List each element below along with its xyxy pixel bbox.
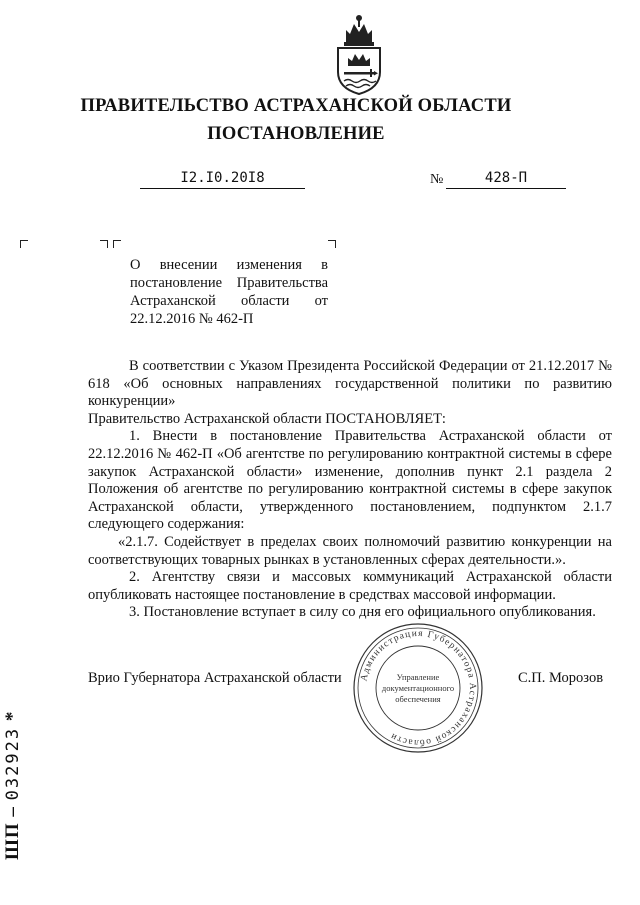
signer-title: Врио Губернатора Астраханской области <box>88 670 342 686</box>
clause-1-quote: «2.1.7. Содействует в пределах своих полномочий развитию конкуренции на соответствующих товарных рынках в установленных сферах деятельности.». <box>88 533 612 568</box>
stamp-line-3: обеспечения <box>395 694 441 704</box>
corner-mark <box>113 240 121 248</box>
document-subject: О внесении изменения в постановление Правительства Астраханской области от 22.12.2016 № 462-П <box>130 257 328 327</box>
document-body <box>88 358 612 622</box>
preamble-paragraph: В соответствии с Указом Президента Российской Федерации от 21.12.2017 № 618 «Об основных направлениях государственной политики по развитию конкуренции» <box>88 358 612 410</box>
clause-2: 2. Агентству связи и массовых коммуникаций Астраханской области опубликовать настоящее постановление в средствах массовой информации. <box>88 569 612 603</box>
corner-mark <box>100 240 108 248</box>
stamp-line-2: документационного <box>381 683 455 693</box>
document-number: 428-П <box>446 170 566 189</box>
serial-mark: * <box>2 710 23 722</box>
official-stamp <box>350 620 486 756</box>
coat-of-arms-icon <box>330 10 388 96</box>
signer-name: С.П. Морозов <box>518 670 604 686</box>
document-type: ПОСТАНОВЛЕНИЕ <box>207 124 385 144</box>
government-title: ПРАВИТЕЛЬСТВО АСТРАХАНСКОЙ ОБЛАСТИ <box>80 96 512 116</box>
serial-number: 032923 <box>3 726 23 801</box>
clause-1: 1. Внести в постановление Правительства Астраханской области от 22.12.2016 № 462-П «Об агентстве по регулированию контрактной системы в сфере закупок Астраханской области» изменение, дополнив пункт 2.1 раздела 2 Положения об агентстве по регулированию контрактной системы в сфере закупок Астраханской области, утвержденного постановлением, подпунктом 2.1.7 следующего содержания: <box>88 428 612 533</box>
stamp-ring-text: Администрация Губернатора Астраханской области <box>359 628 478 748</box>
form-serial-number <box>2 711 24 860</box>
stamp-line-1: Управление <box>396 672 440 682</box>
resolution-line: Правительство Астраханской области ПОСТАНОВЛЯЕТ: <box>88 410 446 427</box>
serial-series: ШП <box>2 822 23 860</box>
serial-dash: – <box>2 806 23 817</box>
document-date: I2.I0.20I8 <box>140 170 305 189</box>
corner-mark <box>328 240 336 248</box>
corner-mark <box>20 240 28 248</box>
clause-3: 3. Постановление вступает в силу со дня его официального опубликования. <box>129 604 596 621</box>
number-sign: № <box>430 172 444 187</box>
